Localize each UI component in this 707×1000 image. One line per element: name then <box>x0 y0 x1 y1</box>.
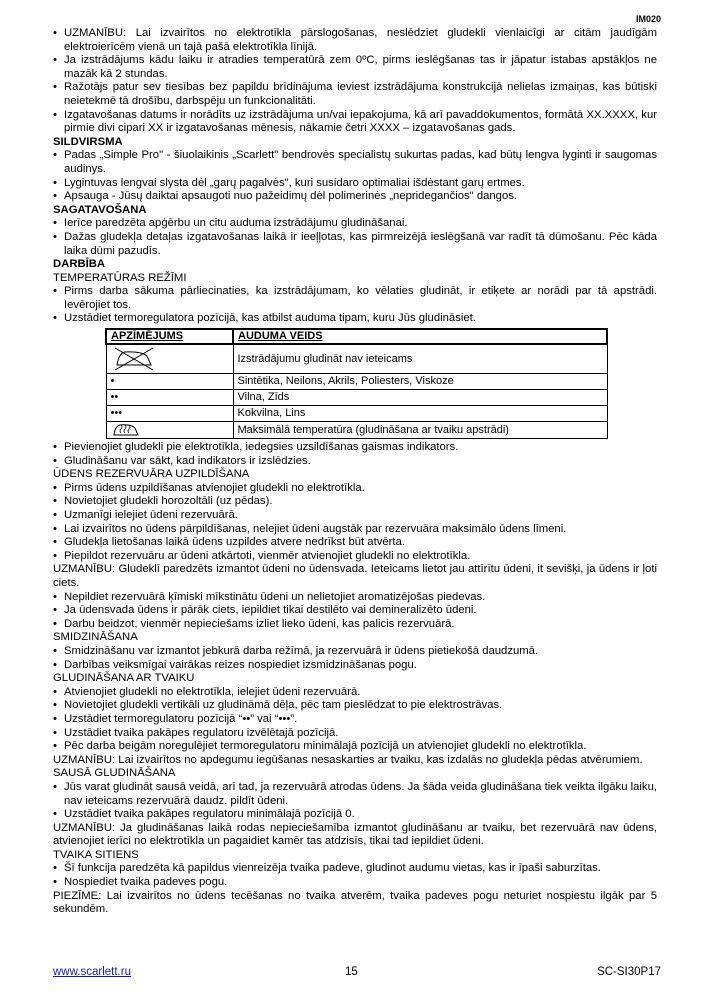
list-item: • Lygintuvas lengvai slysta dėl „garų pagalvės", kuri susidaro optimaliai išdėstant garų ertmes. <box>53 177 657 191</box>
subheading-temperature-modes: TEMPERATŪRAS REŽĪMI <box>53 271 187 284</box>
table-header-fabric: AUDUMA VEIDS <box>233 329 607 344</box>
warning-note: UZMANĪBU: Gludeklī paredzēts izmantot ūdeni no ūdensvada. Ieteicams lietot jau attīrītu ūdeni, it sevišķi, ja ūdens ir ļoti ciets. <box>53 563 657 589</box>
list-item: • Uzstādiet tvaika pakāpes regulatoru minimālajā pozīcijā 0. <box>53 808 657 822</box>
list-item: • Lai izvairītos no ūdens pārpildīšanas, nelejiet ūdeni augstāk par rezervuāra maksimālo ūdens līmeni. <box>53 523 657 537</box>
list-item: • Pēc darba beigām noregulējiet termoregulatoru minimālajā pozīcijā un atvienojiet gludekli no elektrotīkla. <box>53 740 657 754</box>
model-number: SC-SI30P17 <box>597 966 661 978</box>
list-item: • Pirms darba sākuma pārliecinaties, ka izstrādājumam, ko vēlaties gludināt, ir etiķete ar norādi par tā apstrādi. Ievērojiet tos. <box>53 285 657 312</box>
steam-iron-icon <box>111 422 229 438</box>
list-item: • Smidzināšanu var izmantot jebkurā darba režīmā, ja rezervuārā ir ūdens pietiekošā daudzumā. <box>53 645 657 659</box>
list-item: • UZMANĪBU: Lai izvairītos no elektrotīkla pārslogošanas, neslēdziet gludekli vienlaicīgi ar citām jaudīgām elektroierīcēm vienā un tajā pašā elektrotīkla līnijā. <box>53 27 657 54</box>
list-item: • Piepildot rezervuāru ar ūdeni atkārtoti, vienmēr atvienojiet gludekli no elektrotīkla. <box>53 550 657 564</box>
list-item: • Uzstādiet termoregulatora pozīcijā, kas atbilst auduma tipam, kuru Jūs gludināsiet. <box>53 312 657 326</box>
doc-code: IM020 <box>635 14 661 24</box>
list-item: • Nepildiet rezervuārā ķīmiski mīkstinātu ūdeni un nelietojiet aromatizējošas piedevas. <box>53 591 657 605</box>
fabric-cell: Maksimālā temperatūra (gludināšana ar tvaiku apstrādi) <box>233 422 607 439</box>
website-link[interactable]: www.scarlett.ru <box>53 966 131 978</box>
symbol-cell: •• <box>106 390 233 406</box>
list-item: • Novietojiet gludekli vertikāli uz gludināmā dēļa, pēc tam pieslēdzat to pie elektrostrāvas. <box>53 699 657 713</box>
list-item: • Ja izstrādājums kādu laiku ir atradies temperatūrā zem 0ºC, pirms ieslēgšanas tas ir jāpatur istabas apstākļos ne mazāk kā 2 stundas. <box>53 54 657 81</box>
list-item: • Gludekļa lietošanas laikā ūdens uzpildes atvere nedrīkst būt atvērta. <box>53 536 657 550</box>
list-item: • Izgatavošanas datums ir norādīts uz izstrādājuma un/vai iepakojuma, kā arī pavaddokumentos, formātā XX.XXXX, kur pirmie divi cipari XX ir izgatavošanas mēnesis, nākamie četri XXXX – izgatavošanas gads. <box>53 109 657 136</box>
warning-note: UZMANĪBU: Ja gludināšanas laikā rodas nepieciešamība izmantot gludināšanu ar tvaiku, bet rezervuārā nav ūdens, atvienojiet ierīci no elektrotīkla un pagaidiet kamēr tas atdzisīs, tikai tad iepildiet ūdeni. <box>53 821 657 848</box>
warning-note: UZMANĪBU: Lai izvairītos no apdegumu iegūšanas nesaskarties ar tvaiku, kas izdalās no gludekļa pēdas atvērumiem. <box>53 753 643 766</box>
list-item: • Ierīce paredzēta apģērbu un citu auduma izstrādājumu gludināšanai. <box>53 217 657 231</box>
fabric-cell: Sintētika, Neilons, Akrils, Poliesters, Viskoze <box>233 374 607 390</box>
table-row <box>106 374 607 390</box>
list-item: • Šī funkcija paredzēta kā papildus vienreizēja tvaika padeve, gludinot audumu vietas, kas ir īpaši saburzītas. <box>53 862 657 876</box>
list-item: • Ja ūdensvada ūdens ir pārāk ciets, iepildiet tikai destilēto vai demineralizēto ūdeni. <box>53 604 657 618</box>
list-item: • Nospiediet tvaika padeves pogu. <box>53 876 657 890</box>
list-item: • Novietojiet gludekli horozoltāli (uz pēdas). <box>53 495 657 509</box>
list-item: • Uzmanīgi ielejiet ūdeni rezervuārā. <box>53 509 657 523</box>
list-item: • Apsauga - Jūsų daiktai apsaugoti nuo pažeidimų dėl polimerinės „nepridegančios" dangos. <box>53 190 657 204</box>
crossed-iron-icon <box>111 346 229 372</box>
list-item: • Uzstādiet termoregulatoru pozīcijā “••” vai “•••”. <box>53 713 657 727</box>
list-item: • Dažas gludekļa detaļas izgatavošanas laikā ir ieeļļotas, kas pirmreizējā ieslēgšanā var radīt tā dūmošanu. Pēc kāda laika dūmi pazudīs. <box>53 231 657 258</box>
section-heading-spraying: SMIDZINĀŠANA <box>53 631 138 644</box>
section-heading-steam-ironing: GLUDINĀŠANA AR TVAIKU <box>53 672 195 685</box>
fabric-cell: Vilna, Zīds <box>233 390 607 406</box>
fabric-cell: Kokvilna, Lins <box>233 406 607 422</box>
section-heading-dry-ironing: SAUSĀ GLUDINĀŠANA <box>53 767 176 780</box>
list-item: • Ražotājs patur sev tiesības bez papildu brīdinājuma ieviest izstrādājuma konstrukcijā nelielas izmaiņas, kas būtiski neietekmē tā drošību, darbspēju un funkcionalitāti. <box>53 81 657 108</box>
list-item: • Darbu beidzot, vienmēr nepieciešams izliet lieko ūdeni, kas palicis rezervuārā. <box>53 618 657 632</box>
symbol-cell <box>106 344 233 374</box>
section-heading-sildvirsma: SILDVIRSMA <box>53 135 123 148</box>
fabric-cell: Izstrādājumu gludināt nav ieteicams <box>233 344 607 374</box>
table-row <box>106 406 607 422</box>
list-item: • Pirms ūdens uzpildīšanas atvienojiet gludekli no elektrotīkla. <box>53 482 657 496</box>
symbol-cell <box>106 422 233 439</box>
note: PIEZĪME: Lai izvairītos no ūdens tecēšanas no tvaika atverēm, tvaika padeves pogu neturiet nospiestu ilgāk par 5 sekundēm. <box>53 889 657 916</box>
table-header-row <box>106 329 607 344</box>
page-number: 15 <box>345 966 358 978</box>
list-item: • Padas „Simple Pro" - šiuolaikinis „Scarlett" bendrovės specialistų sukurtas padas, kad būtų lengva lyginti ir saugomas audinys. <box>53 149 657 176</box>
list-item: • Pievienojiet gludekli pie elektrotīkla, iedegsies uzsildīšanas gaismas indikators. <box>53 441 657 455</box>
table-row <box>106 422 607 439</box>
table-header-symbol: APZĪMĒJUMS <box>106 329 233 344</box>
section-heading-sagatavosana: SAGATAVOŠANA <box>53 203 147 216</box>
table-row <box>106 390 607 406</box>
list-item: • Jūs varat gludināt sausā veidā, arī tad, ja rezervuārā atrodas ūdens. Ja šāda veida gludināšana tiek veikta ilgāku laiku, nav ieteicams rezervuārā daudz. pildīt ūdeni. <box>53 781 657 808</box>
symbol-cell: • <box>106 374 233 390</box>
list-item: • Atvienojiet gludekli no elektrotīkla, ielejiet ūdeni rezervuārā. <box>53 686 657 700</box>
section-heading-steam-burst: TVAIKA SITIENS <box>53 848 139 861</box>
list-item: • Gludināšanu var sākt, kad indikators ir izslēdzies. <box>53 455 657 469</box>
list-item: • Uzstādiet tvaika pakāpes regulatoru izvēlētajā pozīcijā. <box>53 727 657 741</box>
symbol-cell: ••• <box>106 406 233 422</box>
temperature-table <box>105 328 608 439</box>
section-heading-water-tank: ŪDENS REZERVUĀRA UZPILDĪŠANA <box>53 468 250 481</box>
content <box>53 27 657 917</box>
table-row <box>106 344 607 374</box>
list-item: • Darbības veiksmīgai vairākas reizes nospiediet izsmidzināšanas pogu. <box>53 659 657 673</box>
section-heading-darbiba: DARBĪBA <box>53 258 106 271</box>
